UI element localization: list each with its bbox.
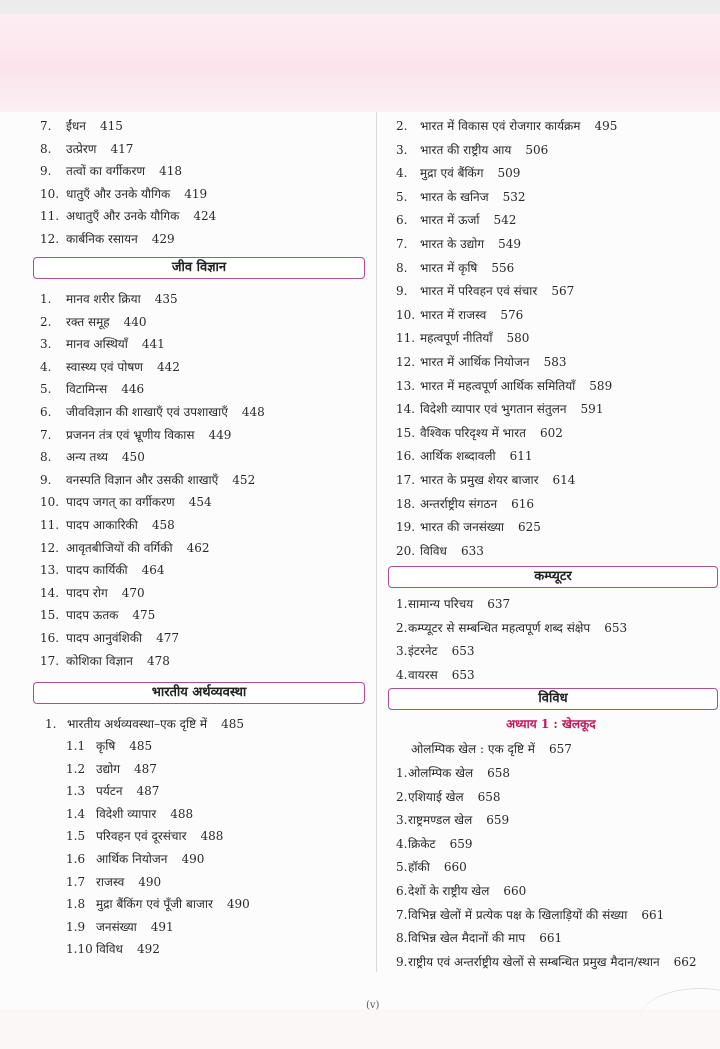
toc-entry <box>66 919 174 935</box>
entry-title: राष्ट्रीय एवं अन्तर्राष्ट्रीय खेलों से सम्बन्धित प्रमुख मैदान/स्थान <box>408 954 660 969</box>
entry-number: 6. <box>396 884 408 898</box>
entry-number: 14. <box>396 402 416 417</box>
entry-page-number: 661 <box>539 931 563 946</box>
entry-page-number: 454 <box>188 495 212 510</box>
entry-title: कार्बनिक रसायन <box>66 232 138 246</box>
entry-number: 20. <box>396 543 416 558</box>
entry-number: 2. <box>396 789 408 804</box>
entry-number: 10. <box>40 495 60 510</box>
entry-page-number: 567 <box>551 284 575 299</box>
entry-number: 13. <box>396 378 416 393</box>
entry-number: 8. <box>396 931 408 946</box>
entry-number: 19. <box>396 520 416 535</box>
toc-entry <box>66 783 159 799</box>
entry-title: रक्त समूह <box>66 314 110 329</box>
entry-page-number: 487 <box>134 761 157 776</box>
entry-title: वायरस <box>408 667 438 682</box>
toc-entry <box>396 596 510 612</box>
toc-entry <box>396 330 529 346</box>
entry-title: वनस्पति विज्ञान और उसकी शाखाएँ <box>66 472 219 487</box>
top-bar <box>0 0 720 14</box>
entry-page-number: 506 <box>525 142 549 157</box>
page-curl <box>640 988 720 1049</box>
entry-title: महत्वपूर्ण नीतियाँ <box>420 331 493 346</box>
entry-number: 7. <box>40 427 52 442</box>
chapter-heading-sports: अध्याय 1 : खेलकूद <box>506 717 596 731</box>
entry-page-number: 492 <box>136 942 160 957</box>
toc-entry <box>40 208 216 224</box>
entry-page-number: 637 <box>487 597 511 611</box>
entry-page-number: 659 <box>486 813 510 828</box>
toc-entry <box>40 472 255 488</box>
entry-title: अधातुएँ और उनके यौगिक <box>66 209 180 224</box>
entry-number: 11. <box>396 331 416 346</box>
entry-title: पादप आकारिकी <box>66 518 138 532</box>
entry-page-number: 660 <box>503 884 527 898</box>
entry-number: 17. <box>396 473 416 487</box>
toc-entry <box>396 836 473 852</box>
entry-number: 13. <box>40 563 60 578</box>
toc-entry <box>396 142 548 158</box>
entry-title: उद्योग <box>96 761 121 776</box>
toc-entry <box>396 765 510 781</box>
toc-entry <box>66 761 157 777</box>
entry-number: 1.6 <box>66 852 86 866</box>
entry-page-number: 495 <box>594 119 618 133</box>
entry-page-number: 446 <box>121 382 145 397</box>
entry-number: 3. <box>396 142 408 157</box>
entry-page-number: 611 <box>509 449 533 464</box>
entry-title: भारत की जनसंख्या <box>420 520 505 535</box>
entry-title: पादप ऊतक <box>66 608 119 623</box>
entry-page-number: 589 <box>589 378 613 393</box>
entry-page-number: 491 <box>150 919 174 934</box>
section-heading-misc: विविध <box>388 688 718 710</box>
entry-number: 1. <box>45 717 57 731</box>
entry-page-number: 633 <box>460 543 484 558</box>
entry-title: विविध <box>96 942 123 957</box>
entry-number: 8. <box>40 141 52 156</box>
entry-title: वैश्विक परिदृश्य में भारत <box>420 425 526 440</box>
toc-entry <box>40 540 210 556</box>
toc-entry <box>396 789 501 805</box>
toc-entry <box>40 562 165 578</box>
entry-page-number: 475 <box>132 608 156 623</box>
entry-title: भारत में ऊर्जा <box>420 213 480 228</box>
toc-entry <box>66 941 160 957</box>
toc-entry <box>396 472 575 488</box>
entry-number: 1.5 <box>66 829 86 844</box>
entry-number: 10. <box>40 186 60 201</box>
entry-page-number: 458 <box>151 518 175 532</box>
toc-entry <box>396 425 563 441</box>
entry-number: 1.4 <box>66 806 86 821</box>
entry-number: 4. <box>40 359 52 374</box>
entry-title: मानव अस्थियाँ <box>66 337 128 352</box>
entry-page-number: 490 <box>226 897 250 912</box>
entry-title: अन्य तथ्य <box>66 450 108 465</box>
entry-title: मुद्रा बैंकिंग एवं पूँजी बाजार <box>96 897 213 912</box>
entry-title: भारत के खनिज <box>420 189 489 204</box>
entry-number: 3. <box>40 337 52 352</box>
entry-number: 4. <box>396 836 408 851</box>
entry-page-number: 591 <box>580 402 604 417</box>
entry-number: 1.7 <box>66 874 86 889</box>
toc-entry <box>396 883 526 899</box>
entry-number: 11. <box>40 209 60 224</box>
entry-page-number: 556 <box>491 260 515 275</box>
entry-page-number: 419 <box>184 186 208 201</box>
entry-page-number: 470 <box>121 585 145 600</box>
entry-title: स्वास्थ्य एवं पोषण <box>66 359 143 374</box>
toc-entry <box>396 260 514 276</box>
entry-title: कोशिका विज्ञान <box>66 653 133 668</box>
entry-page-number: 452 <box>232 472 256 487</box>
toc-entry <box>396 448 533 464</box>
entry-title: मानव शरीर क्रिया <box>66 292 141 306</box>
entry-title: विदेशी व्यापार एवं भुगतान संतुलन <box>420 402 567 417</box>
entry-page-number: 442 <box>156 359 180 374</box>
entry-page-number: 429 <box>151 232 175 246</box>
entry-page-number: 485 <box>221 717 245 731</box>
entry-page-number: 549 <box>498 237 522 251</box>
toc-entry <box>396 643 474 659</box>
entry-title: भारत के प्रमुख शेयर बाजार <box>420 473 539 487</box>
entry-number: 1. <box>396 766 408 780</box>
toc-entry <box>396 354 566 370</box>
toc-entry <box>396 401 603 417</box>
entry-number: 1.10 <box>66 942 93 957</box>
entry-page-number: 625 <box>518 520 541 535</box>
toc-entry <box>396 212 516 228</box>
toc-entry <box>396 118 617 134</box>
entry-page-number: 485 <box>129 739 153 753</box>
toc-entry <box>40 381 144 397</box>
column-divider <box>376 112 377 972</box>
toc-entry <box>396 189 526 205</box>
entry-number: 2. <box>396 119 408 133</box>
toc-entry <box>66 806 193 822</box>
toc-entry <box>396 812 509 828</box>
entry-number: 9. <box>40 164 52 179</box>
toc-entry <box>40 585 145 601</box>
entry-number: 9. <box>40 472 52 487</box>
entry-title: विविध <box>420 543 447 558</box>
entry-number: 12. <box>40 540 60 555</box>
toc-entry <box>40 359 180 375</box>
entry-page-number: 488 <box>170 806 194 821</box>
entry-number: 3. <box>396 644 408 659</box>
entry-page-number: 576 <box>500 307 524 322</box>
entry-number: 9. <box>396 284 408 299</box>
entry-title: परिवहन एवं दूरसंचार <box>96 829 187 844</box>
entry-title: पादप रोग <box>66 585 108 600</box>
entry-title: विभिन्न खेलों में प्रत्येक पक्ष के खिलाड़ियों की संख्या <box>408 907 628 922</box>
entry-page-number: 490 <box>181 852 205 866</box>
toc-entry <box>40 314 147 330</box>
entry-title: देशों के राष्ट्रीय खेल <box>408 884 490 898</box>
entry-title: विदेशी व्यापार <box>96 806 157 821</box>
entry-title: सामान्य परिचय <box>408 597 474 611</box>
entry-title: पादप जगत् का वर्गीकरण <box>66 495 175 510</box>
entry-title: एशियाई खेल <box>408 789 464 804</box>
toc-entry <box>40 231 175 247</box>
entry-title: भारत में राजस्व <box>420 307 487 322</box>
entry-title: भारत में आर्थिक नियोजन <box>420 355 530 369</box>
entry-number: 6. <box>40 405 52 419</box>
entry-number: 9. <box>396 954 408 969</box>
toc-entry <box>396 667 475 683</box>
entry-number: 1.2 <box>66 761 86 776</box>
entry-number: 5. <box>396 189 408 204</box>
entry-page-number: 653 <box>604 620 628 635</box>
entry-number: 5. <box>40 382 52 397</box>
toc-entry <box>396 519 541 535</box>
toc-entry <box>66 851 204 867</box>
toc-entry <box>396 954 697 970</box>
toc-entry <box>396 907 664 923</box>
toc-entry <box>396 283 574 299</box>
entry-title: भारत में विकास एवं रोजगार कार्यक्रम <box>420 119 581 133</box>
entry-number: 16. <box>396 449 416 464</box>
toc-entry <box>40 449 145 465</box>
entry-page-number: 658 <box>487 766 511 780</box>
entry-title: भारत में कृषि <box>420 260 478 275</box>
entry-page-number: 417 <box>110 141 134 156</box>
toc-entry <box>40 653 170 669</box>
toc-entry <box>40 517 175 533</box>
entry-number: 2. <box>40 314 52 329</box>
entry-page-number: 440 <box>123 314 147 329</box>
entry-page-number: 653 <box>451 644 475 659</box>
entry-page-number: 448 <box>241 405 265 419</box>
entry-page-number: 660 <box>443 860 467 875</box>
entry-title: मुद्रा एवं बैंकिंग <box>420 166 484 181</box>
entry-number: 7. <box>396 907 408 922</box>
section-heading-economy: भारतीय अर्थव्यवस्था <box>33 682 365 704</box>
entry-title: ओलम्पिक खेल <box>408 766 474 780</box>
entry-page-number: 583 <box>543 355 567 369</box>
toc-entry <box>396 165 520 181</box>
toc-entry <box>396 930 562 946</box>
toc-entry <box>40 404 265 420</box>
toc-entry <box>40 118 123 134</box>
entry-number: 1.9 <box>66 919 86 934</box>
entry-number: 18. <box>396 496 416 511</box>
entry-page-number: 658 <box>477 789 501 804</box>
entry-number: 14. <box>40 585 60 600</box>
entry-number: 1.3 <box>66 784 86 799</box>
entry-title: जनसंख्या <box>96 919 137 934</box>
toc-entry <box>396 307 523 323</box>
entry-title: आर्थिक शब्दावली <box>420 449 496 464</box>
header-band <box>0 14 720 114</box>
entry-number: 1. <box>40 292 52 306</box>
entry-number: 15. <box>40 608 60 623</box>
toc-entry <box>40 630 179 646</box>
entry-page-number: 614 <box>552 473 576 487</box>
entry-page-number: 532 <box>502 189 526 204</box>
entry-title: ईंधन <box>66 119 86 133</box>
entry-title: आर्थिक नियोजन <box>96 852 168 866</box>
toc-entry <box>66 738 152 754</box>
entry-title: भारत के उद्योग <box>420 237 485 251</box>
entry-number: 11. <box>40 518 60 532</box>
toc-entry <box>40 186 207 202</box>
entry-page-number: 657 <box>548 742 572 756</box>
entry-number: 15. <box>396 425 416 440</box>
toc-entry <box>40 141 133 157</box>
entry-title: भारत में महत्वपूर्ण आर्थिक समितियाँ <box>420 378 576 393</box>
entry-number: 7. <box>40 119 52 133</box>
toc-entry <box>396 378 612 394</box>
entry-page-number: 509 <box>497 166 521 181</box>
entry-number: 3. <box>396 813 408 828</box>
toc-entry <box>396 236 521 252</box>
entry-title: विभिन्न खेल मैदानों की माप <box>408 931 526 946</box>
entry-number: 7. <box>396 237 408 251</box>
section-heading-biology: जीव विज्ञान <box>33 257 365 279</box>
entry-page-number: 487 <box>136 784 160 799</box>
entry-page-number: 478 <box>146 653 170 668</box>
toc-entry <box>411 741 572 757</box>
entry-title: कृषि <box>96 739 116 753</box>
toc-entry <box>66 896 250 912</box>
entry-page-number: 662 <box>673 954 697 969</box>
entry-number: 4. <box>396 667 408 682</box>
entry-title: प्रजनन तंत्र एवं भ्रूणीय विकास <box>66 427 195 442</box>
entry-number: 10. <box>396 307 416 322</box>
section-heading-computer: कम्प्यूटर <box>388 566 718 588</box>
entry-number: 16. <box>40 631 60 645</box>
entry-page-number: 450 <box>121 450 145 465</box>
entry-page-number: 661 <box>641 907 665 922</box>
entry-page-number: 659 <box>449 836 473 851</box>
entry-number: 12. <box>40 232 60 246</box>
entry-page-number: 418 <box>159 164 182 179</box>
entry-number: 17. <box>40 653 60 668</box>
entry-title: भारत में परिवहन एवं संचार <box>420 284 538 299</box>
entry-page-number: 653 <box>451 667 475 682</box>
toc-entry <box>40 336 165 352</box>
toc-entry <box>396 859 467 875</box>
entry-number: 12. <box>396 355 416 369</box>
entry-title: क्रिकेट <box>408 836 436 851</box>
entry-page-number: 464 <box>141 563 165 578</box>
entry-title: इंटरनेट <box>408 644 438 659</box>
entry-title: विटामिन्स <box>66 382 108 397</box>
toc-entry <box>40 427 231 443</box>
entry-page-number: 424 <box>193 209 217 224</box>
toc-entry <box>40 163 182 179</box>
entry-number: 2. <box>396 620 408 635</box>
toc-entry <box>66 828 223 844</box>
entry-page-number: 449 <box>208 427 232 442</box>
entry-title: तत्वों का वर्गीकरण <box>66 164 146 179</box>
entry-page-number: 602 <box>539 425 563 440</box>
entry-title: आवृतबीजियों की वर्गिकी <box>66 540 173 555</box>
entry-page-number: 580 <box>506 331 530 346</box>
entry-title: भारत की राष्ट्रीय आय <box>420 142 512 157</box>
entry-title: कम्प्यूटर से सम्बन्धित महत्वपूर्ण शब्द संक्षेप <box>408 620 591 635</box>
entry-title: पादप कार्यिकी <box>66 563 128 578</box>
entry-number: 8. <box>396 260 408 275</box>
toc-entry <box>45 716 244 732</box>
entry-title: पर्यटन <box>96 784 123 799</box>
entry-title: उत्प्रेरण <box>66 141 97 156</box>
entry-number: 4. <box>396 166 408 181</box>
entry-title: धातुएँ और उनके यौगिक <box>66 186 171 201</box>
entry-title: भारतीय अर्थव्यवस्था–एक दृष्टि में <box>67 717 208 731</box>
page-number: (v) <box>366 1000 380 1011</box>
entry-number: 1. <box>396 597 408 611</box>
entry-title: ओलम्पिक खेल : एक दृष्टि में <box>411 742 535 756</box>
entry-title: जीवविज्ञान की शाखाएँ एवं उपशाखाएँ <box>66 405 228 419</box>
entry-number: 6. <box>396 213 408 228</box>
entry-number: 8. <box>40 450 52 465</box>
entry-page-number: 477 <box>156 631 180 645</box>
toc-entry <box>396 496 534 512</box>
toc-entry <box>396 543 484 559</box>
entry-title: राजस्व <box>96 874 125 889</box>
toc-entry <box>40 494 212 510</box>
entry-page-number: 542 <box>493 213 517 228</box>
entry-page-number: 435 <box>154 292 178 306</box>
entry-title: पादप आनुवंशिकी <box>66 631 143 645</box>
entry-page-number: 490 <box>138 874 162 889</box>
toc-entry <box>66 874 161 890</box>
toc-entry <box>396 620 627 636</box>
entry-number: 1.1 <box>66 739 86 753</box>
entry-page-number: 488 <box>200 829 224 844</box>
entry-page-number: 441 <box>141 337 165 352</box>
entry-number: 5. <box>396 860 408 875</box>
entry-page-number: 616 <box>511 496 535 511</box>
entry-title: अन्तर्राष्ट्रीय संगठन <box>420 496 498 511</box>
toc-entry <box>40 291 178 307</box>
entry-number: 1.8 <box>66 897 86 912</box>
entry-title: हॉकी <box>408 860 430 875</box>
entry-page-number: 462 <box>186 540 210 555</box>
entry-title: राष्ट्रमण्डल खेल <box>408 813 473 828</box>
entry-page-number: 415 <box>99 119 123 133</box>
toc-entry <box>40 607 155 623</box>
